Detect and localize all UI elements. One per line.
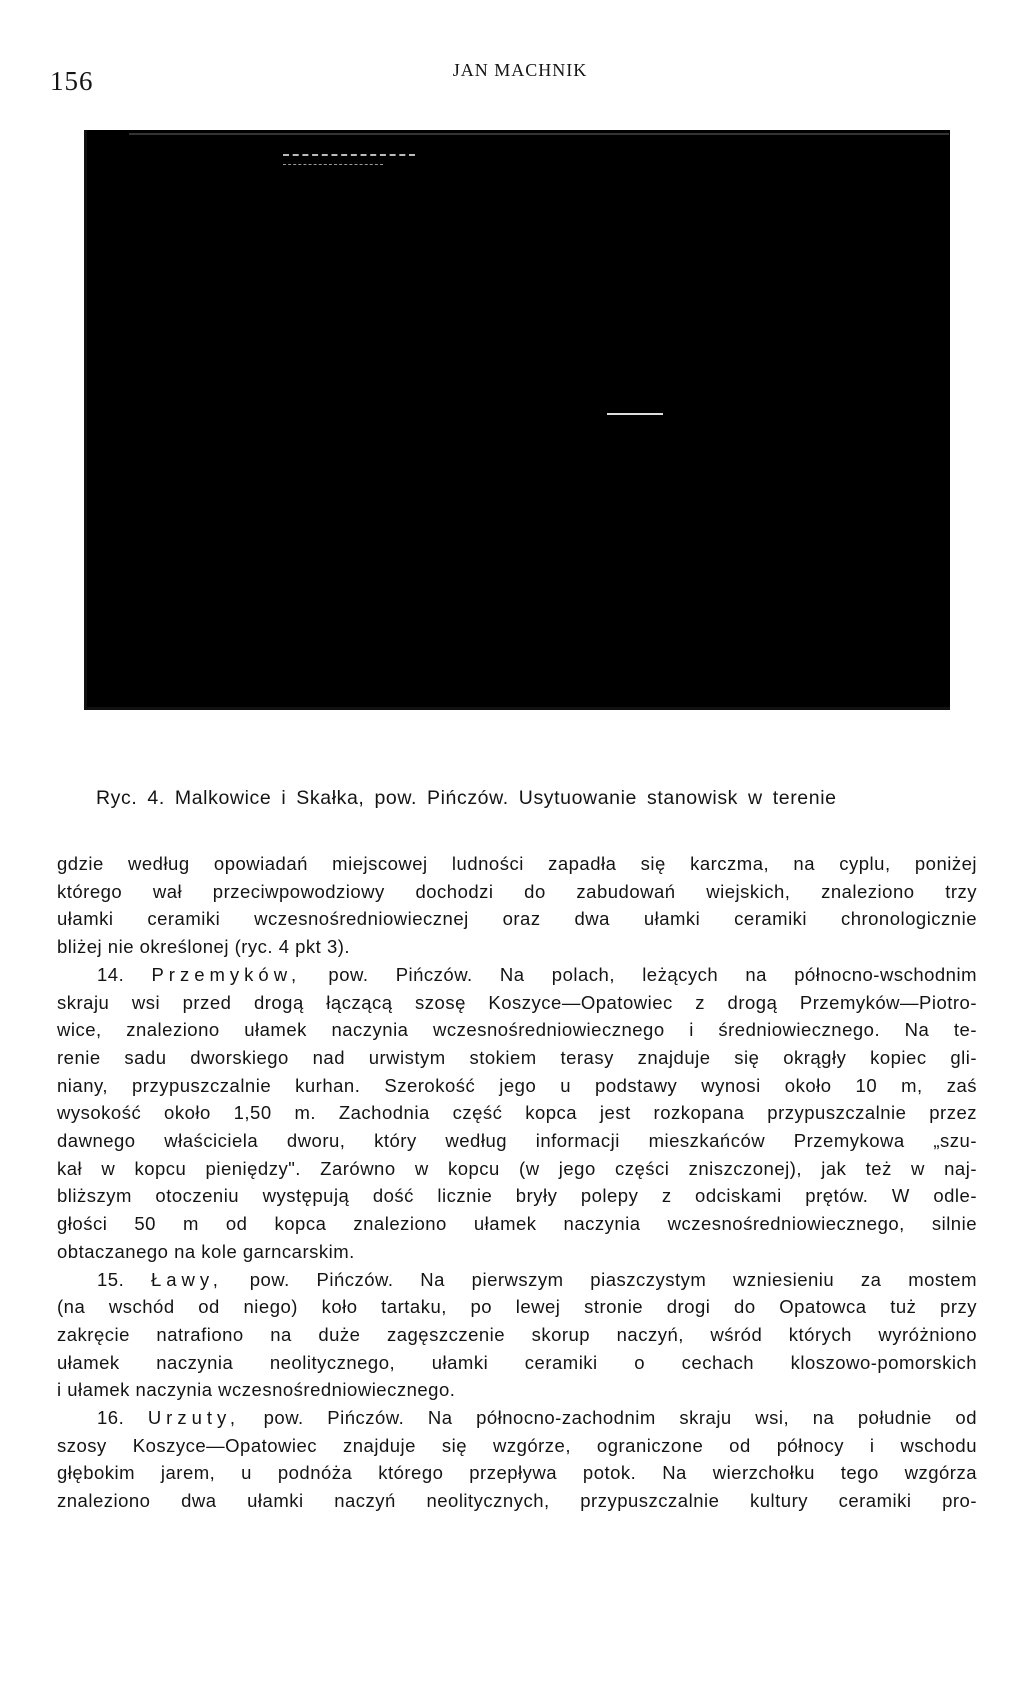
figure-mark	[607, 413, 663, 415]
text-segment: pow. Pińczów. Na polach, leżących na północno-wschodnim	[301, 963, 977, 985]
entry-16-first-line	[57, 1404, 977, 1432]
text-line: niany, przypuszczalnie kurhan. Szerokość jego u podstawy wynosi około 10 m, zaś	[57, 1074, 977, 1096]
entry-number: 15.	[97, 1268, 125, 1290]
text-line: głości 50 m od kopca znaleziono ułamek naczynia wczesnośredniowiecznego, silnie	[57, 1213, 977, 1235]
text-line: wysokość około 1,50 m. Zachodnia część kopca jest rozkopana przypuszczalnie przez	[57, 1102, 977, 1124]
text-line: zakręcie natrafiono na duże zagęszczenie skorup naczyń, wśród których wyróżniono	[57, 1323, 977, 1345]
entry-number: 14.	[97, 963, 125, 985]
text-segment: pow. Pińczów. Na pierwszym piaszczystym wzniesieniu za mostem	[222, 1268, 978, 1290]
text-line: bliżej nie określonej (ryc. 4 pkt 3).	[57, 936, 351, 958]
text-line: (na wschód od niego) koło tartaku, po lewej stronie drogi do Opatowca tuż przy	[57, 1296, 977, 1318]
text-line: szosy Koszyce—Opatowiec znajduje się wzgórze, ograniczone od północy i wschodu	[57, 1434, 977, 1456]
text-line: głębokim jarem, u podnóża którego przepływa potok. Na wierzchołku tego wzgórza	[57, 1462, 977, 1484]
text-line: ułamki ceramiki wczesnośredniowiecznej oraz dwa ułamki ceramiki chronologicznie	[57, 908, 977, 930]
text-line: i ułamek naczynia wczesnośredniowiecznego.	[57, 1379, 456, 1401]
entry-number: 16.	[97, 1407, 125, 1429]
text-line: dawnego właściciela dworu, który według informacji mieszkańców Przemykowa „szu-	[57, 1130, 977, 1152]
text-line: którego wał przeciwpowodziowy dochodzi do zabudowań wiejskich, znaleziono trzy	[57, 880, 977, 902]
text-line: skraju wsi przed drogą łączącą szosę Koszyce—Opatowiec z drogą Przemyków—Piotro-	[57, 991, 977, 1013]
text-line: renie sadu dworskiego nad urwistym stokiem terasy znajduje się okrągły kopiec gli-	[57, 1046, 977, 1068]
text-segment: pow. Pińczów. Na północno-zachodnim skraju wsi, na południe od	[240, 1407, 978, 1429]
body-text	[57, 850, 977, 1515]
figure-map	[84, 130, 950, 710]
text-line: ułamek naczynia neolitycznego, ułamki ceramiki o cechach kloszowo-pomorskich	[57, 1351, 977, 1373]
text-line: znaleziono dwa ułamki naczyń neolitycznych, przypuszczalnie kultury ceramiki pro-	[57, 1490, 977, 1512]
entry-place: Ławy,	[150, 1268, 223, 1290]
running-head: JAN MACHNIK	[452, 60, 588, 80]
text-line: kał w kopcu pieniędzy". Zarówno w kopcu (w jego części zniszczonej), jak też w naj-	[57, 1157, 977, 1179]
figure-mark	[283, 154, 415, 156]
figure-caption: Ryc. 4. Malkowice i Skałka, pow. Pińczów. Usytuowanie stanowisk w terenie	[96, 787, 837, 809]
text-line: obtaczanego na kole garncarskim.	[57, 1240, 355, 1262]
figure-topline	[129, 133, 949, 135]
entry-15-first-line	[57, 1266, 977, 1294]
text-line: wice, znaleziono ułamek naczynia wczesnośredniowiecznego i średniowiecznego. Na te-	[57, 1019, 977, 1041]
entry-place: Urzuty,	[147, 1407, 241, 1429]
text-line: bliższym otoczeniu występują dość licznie bryły polepy z odciskami prętów. W odle-	[57, 1185, 977, 1207]
figure-mark	[283, 164, 383, 165]
entry-place: Przemyków,	[151, 963, 302, 985]
entry-14-first-line	[57, 961, 977, 989]
text-line: gdzie według opowiadań miejscowej ludności zapadła się karczma, na cyplu, poniżej	[57, 853, 977, 874]
page-number: 156	[50, 66, 94, 96]
